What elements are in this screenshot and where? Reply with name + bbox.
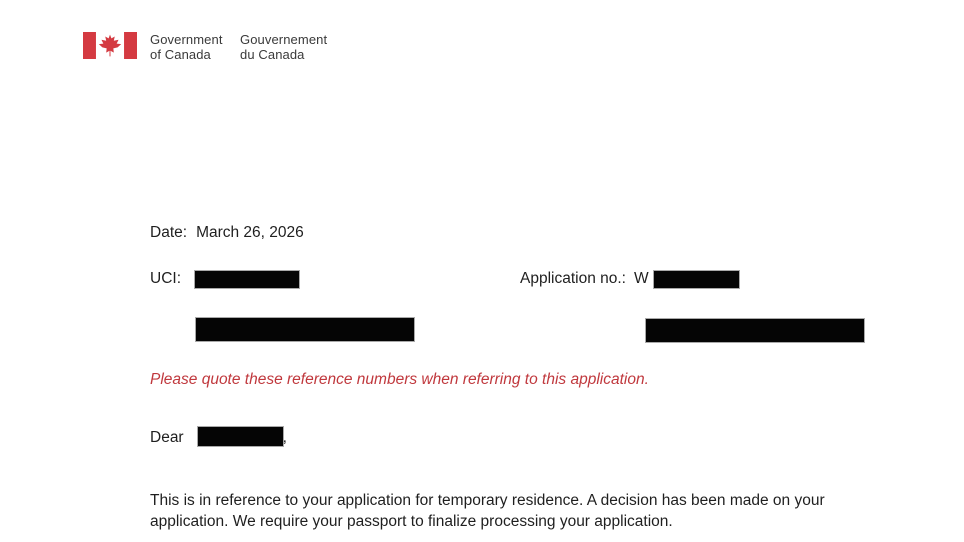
wordmark-fr-line2: du Canada xyxy=(240,47,305,62)
wordmark-french xyxy=(240,32,327,62)
redacted-recipient-name xyxy=(198,427,283,446)
application-number-prefix: W xyxy=(634,270,649,287)
date-line xyxy=(150,224,304,242)
salutation-comma: , xyxy=(282,429,287,446)
canada-flag-icon xyxy=(83,31,137,60)
wordmark-english xyxy=(150,32,240,62)
salutation-line xyxy=(150,427,287,447)
wordmark-en-line2: of Canada xyxy=(150,47,211,62)
wordmark-en-line1: Government xyxy=(150,32,223,47)
salutation-label: Dear xyxy=(150,429,184,446)
application-number-line xyxy=(520,270,739,288)
redacted-reference-right xyxy=(646,319,864,342)
wordmark-fr-line1: Gouvernement xyxy=(240,32,328,47)
date-label: Date: xyxy=(150,224,188,241)
redacted-reference-left xyxy=(196,318,414,341)
body-paragraph: This is in reference to your application for temporary residence. A decision has been made on your application. We require your passport to finalize processing your application. xyxy=(150,492,825,530)
canada-wordmark xyxy=(83,31,327,62)
application-number-label: Application no.: xyxy=(520,270,626,287)
date-value: March 26, 2026 xyxy=(196,224,304,241)
redacted-uci-value xyxy=(195,271,299,288)
uci-label: UCI: xyxy=(150,270,181,287)
redacted-application-number xyxy=(654,271,739,288)
uci-line xyxy=(150,270,299,288)
reference-note: Please quote these reference numbers when referring to this application. xyxy=(150,371,649,388)
